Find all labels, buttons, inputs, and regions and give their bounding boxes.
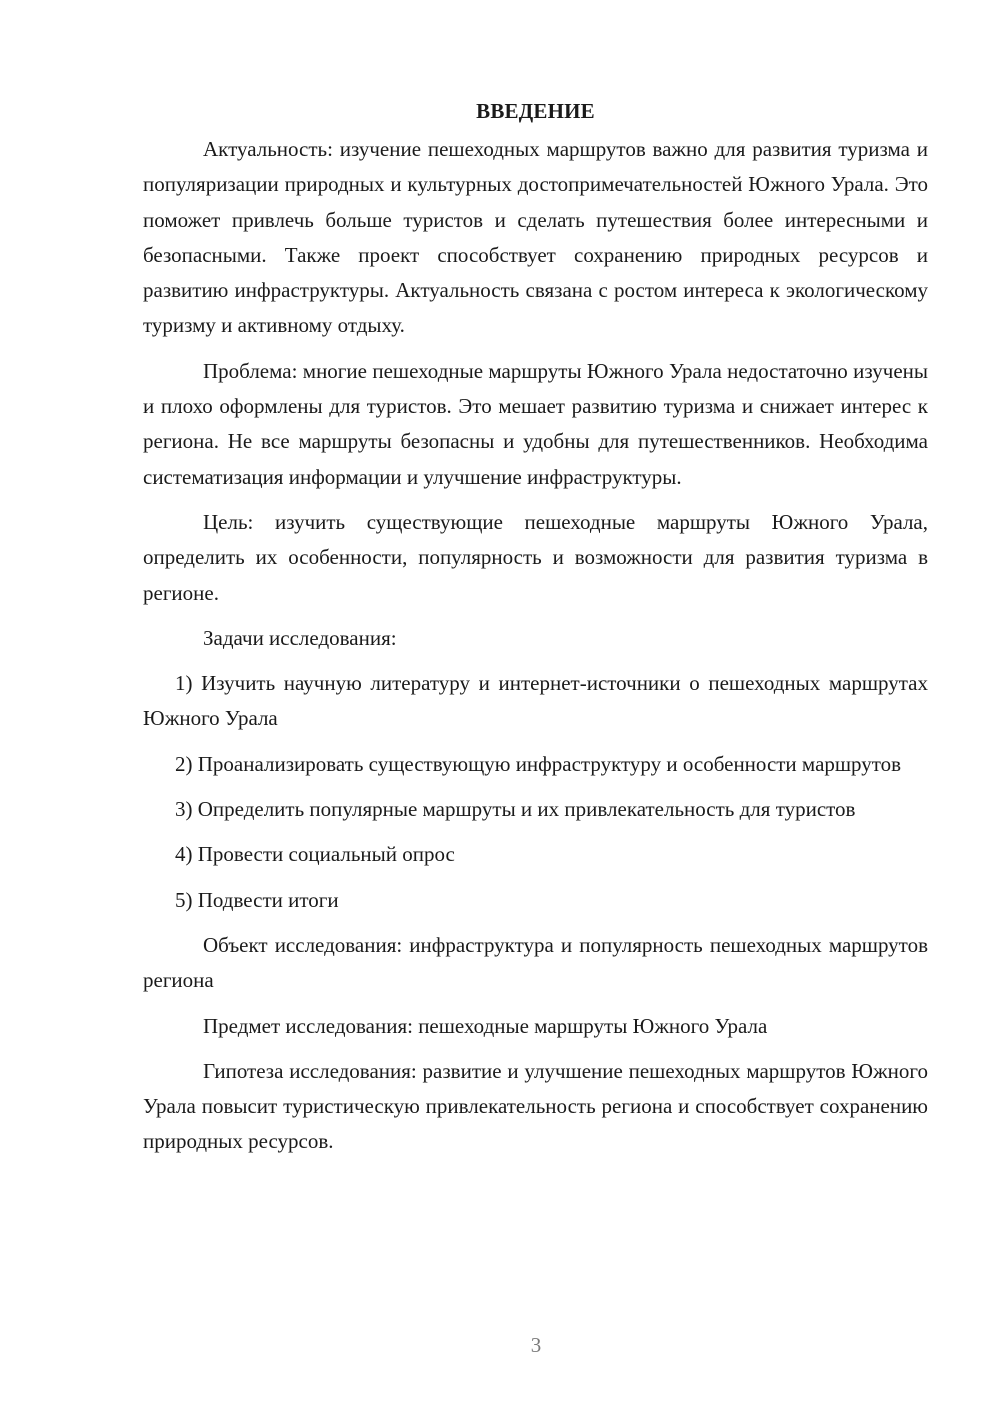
object-paragraph: Объект исследования: инфраструктура и популярность пешеходных маршрутов региона — [143, 932, 928, 993]
problem-paragraph: Проблема: многие пешеходные маршруты Южного Урала недостаточно изучены и плохо оформлены для туристов. Это мешает развитию туризма и снижает интерес к региона. Не все маршруты безопасны и удобны для путешественников. Необходима систематизация информации и улучшение инфраструктуры. — [143, 358, 928, 489]
hypothesis-paragraph: Гипотеза исследования: развитие и улучшение пешеходных маршрутов Южного Урала повысит туристическую привлекательность региона и способствует сохранению природных ресурсов. — [143, 1058, 928, 1154]
section-title: ВВЕДЕНИЕ — [476, 99, 595, 123]
task-item-4: 4) Провести социальный опрос — [175, 842, 455, 867]
task-item-5: 5) Подвести итоги — [175, 887, 339, 912]
subject-paragraph: Предмет исследования: пешеходные маршруты Южного Урала — [203, 1013, 768, 1038]
task-item-3: 3) Определить популярные маршруты и их привлекательность для туристов — [175, 797, 856, 822]
task-item-2: 2) Проанализировать существующую инфраструктуру и особенности маршрутов — [175, 751, 902, 776]
relevance-paragraph: Актуальность: изучение пешеходных маршрутов важно для развития туризма и популяризации природных и культурных достопримечательностей Южного Урала. Это поможет привлечь больше туристов и сделать путешествия более интересными и безопасными. Также проект способствует сохранению природных ресурсов и развитию инфраструктуры. Актуальность связана с ростом интереса к экологическому туризму и активному отдыху. — [143, 137, 928, 338]
page-number: 3 — [530, 1333, 542, 1357]
tasks-heading: Задачи исследования: — [203, 625, 397, 650]
goal-paragraph: Цель: изучить существующие пешеходные маршруты Южного Урала, определить их особенности, популярность и возможности для развития туризма в регионе. — [143, 509, 928, 605]
document-page — [143, 96, 928, 1170]
task-item-1: 1) Изучить научную литературу и интернет-источники о пешеходных маршрутах Южного Урала — [143, 671, 928, 731]
